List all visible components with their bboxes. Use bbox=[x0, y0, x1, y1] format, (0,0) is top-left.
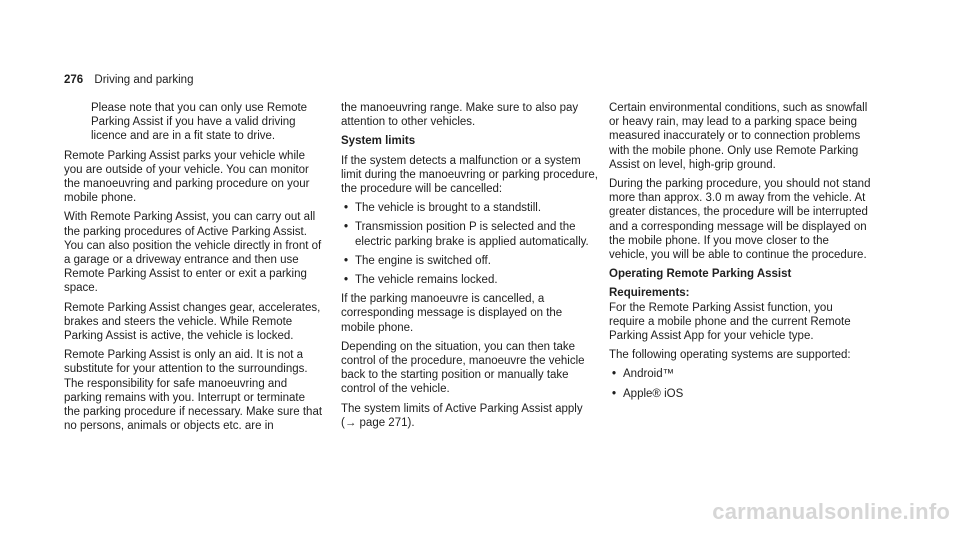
paragraph: The following operating systems are supported: bbox=[609, 349, 851, 362]
requirements bbox=[609, 286, 871, 343]
list-item: • The vehicle remains locked. bbox=[341, 273, 599, 287]
watermark: carmanualsonline.info bbox=[712, 499, 950, 524]
paragraph: If the system detects a malfunction or a system limit during the manoeuvring or parking procedure, the procedure will be cancelled: bbox=[341, 154, 598, 196]
text-column-1 bbox=[64, 101, 324, 438]
paragraph: Remote Parking Assist parks your vehicle while you are outside of your vehicle. You can monitor the manoeuvring and parking procedure on your mobile phone. bbox=[64, 149, 310, 205]
paragraph: The system limits of Active Parking Assist apply (→ page 271). bbox=[341, 402, 583, 429]
bullet-list bbox=[609, 367, 871, 400]
text-column-3 bbox=[609, 101, 871, 406]
list-item: • The vehicle is brought to a standstill. bbox=[341, 201, 599, 215]
list-item: • The engine is switched off. bbox=[341, 254, 599, 268]
paragraph: If the parking manoeuvre is cancelled, a corresponding message is displayed on the mobile phone. bbox=[341, 293, 563, 334]
section-title: Driving and parking bbox=[94, 74, 194, 86]
paragraph: With Remote Parking Assist, you can carry out all the parking procedures of Active Parking Assist. You can also position the vehicle directly in front of a garage or a driveway entrance and then use Remote Parking Assist to enter or exit a parking space. bbox=[64, 211, 322, 295]
page-header bbox=[64, 74, 193, 86]
list-item: • Apple® iOS bbox=[609, 387, 871, 401]
paragraph: the manoeuvring range. Make sure to also pay attention to other vehicles. bbox=[341, 102, 579, 129]
section-heading: System limits bbox=[341, 135, 416, 148]
paragraph: Please note that you can only use Remote Parking Assist if you have a valid driving licence and are in a fit state to drive. bbox=[91, 102, 308, 143]
text-column-2 bbox=[341, 101, 599, 435]
paragraph: Remote Parking Assist is only an aid. It is not a substitute for your attention to the surroundings. The responsibility for safe manoeuvring and parking remains with you. Interrupt or terminate the parking procedure if necessary. Make sure that no persons, animals or objects etc. are in bbox=[64, 349, 323, 433]
list-item: • Android™ bbox=[609, 367, 871, 381]
paragraph: During the parking procedure, you should not stand more than approx. 3.0 m away from the vehicle. At greater distances, the procedure will be interrupted and a corresponding message will be displayed on the mobile phone. If you move closer to the vehicle, you will be able to continue the procedure. bbox=[609, 178, 871, 262]
paragraph: Remote Parking Assist changes gear, accelerates, brakes and steers the vehicle. While Remote Parking Assist is active, the vehicle is locked. bbox=[64, 301, 321, 343]
list-item: • Transmission position P is selected and the electric parking brake is applied automatically. bbox=[341, 220, 599, 248]
requirements-label: Requirements: bbox=[609, 287, 690, 300]
paragraph: Certain environmental conditions, such as snowfall or heavy rain, may lead to a parking space being measured inaccurately or to connection problems with the mobile phone. Only use Remote Parking Assist on level, high-grip ground. bbox=[609, 102, 868, 171]
requirements-text: For the Remote Parking Assist function, you require a mobile phone and the current Remote Parking Assist App for your vehicle type. bbox=[609, 301, 851, 343]
section-heading: Operating Remote Parking Assist bbox=[609, 268, 792, 281]
page-number: 276 bbox=[64, 74, 84, 86]
paragraph: Depending on the situation, you can then take control of the procedure, manoeuvre the vehicle back to the starting position or manually take control of the vehicle. bbox=[341, 340, 585, 396]
bullet-list bbox=[341, 201, 599, 287]
